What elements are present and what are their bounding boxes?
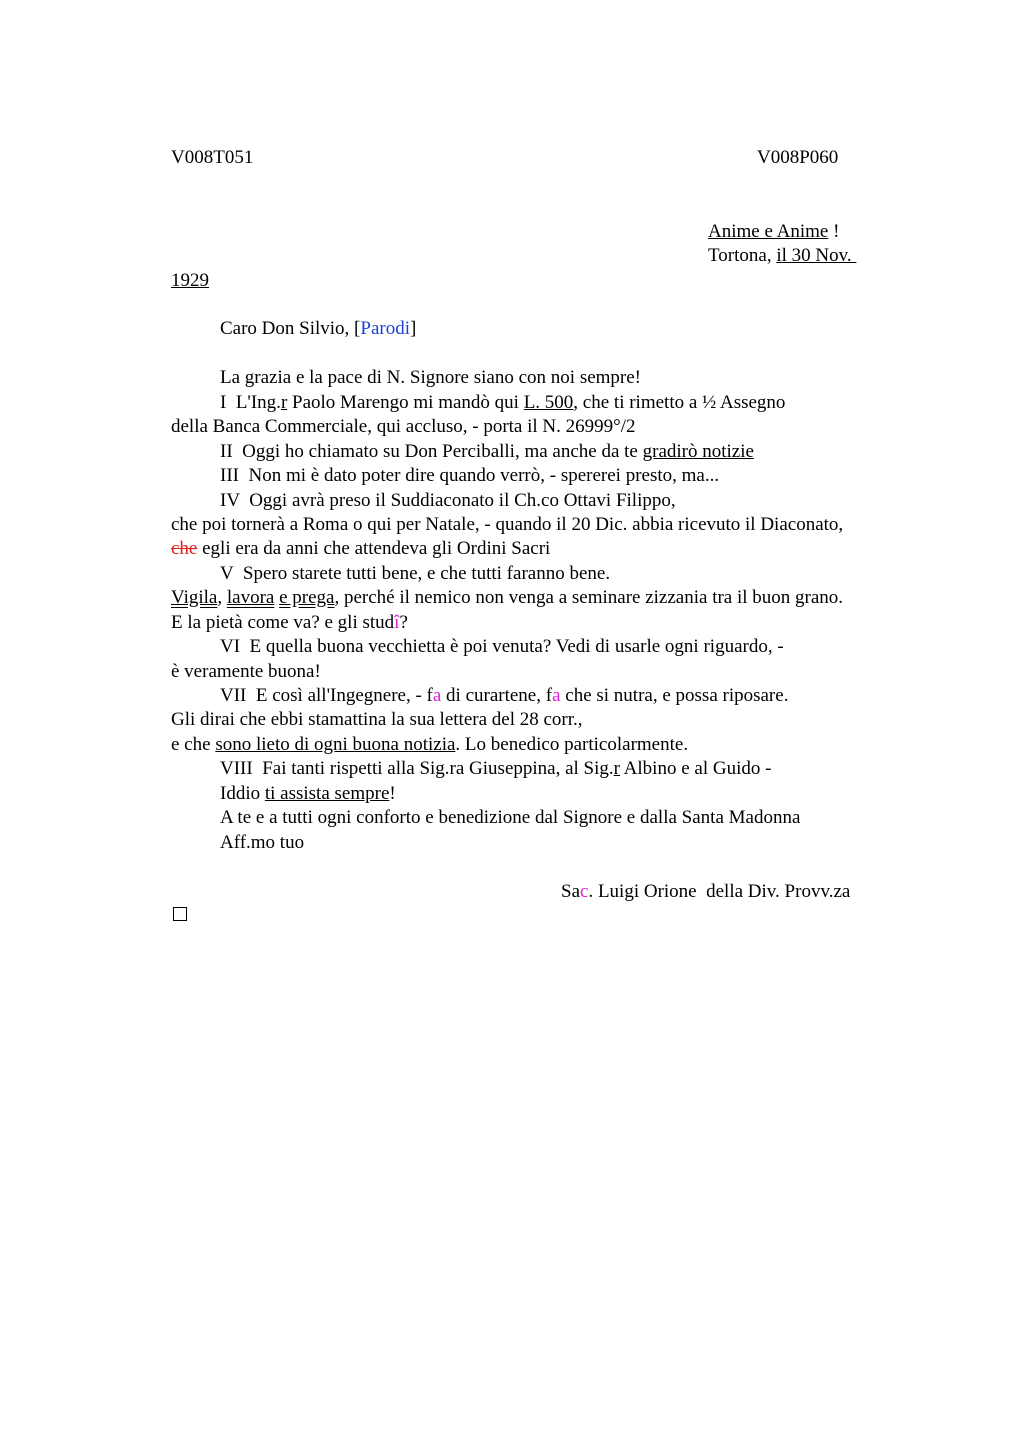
text: VII E così all'Ingegnere, - f [220, 685, 433, 706]
correction: c [580, 881, 589, 902]
motto-end: ! [828, 221, 840, 242]
place: Tortona, [708, 245, 777, 266]
text: Albino e al Guido - [619, 758, 772, 779]
body-line-2 [220, 391, 785, 415]
text: II Oggi ho chiamato su Don Perciballi, ma anche da te [220, 441, 643, 462]
emphasis: e prega [279, 587, 335, 608]
text: che si nutra, e possa riposare. [560, 685, 789, 706]
body-line-6: IV Oggi avrà preso il Suddiaconato il Ch.co Ottavi Filippo, [220, 490, 676, 511]
body-line-13: è veramente buona! [171, 661, 321, 682]
year: 1929 [171, 270, 209, 291]
body-line-14 [220, 684, 788, 708]
amount: L. 500 [523, 392, 574, 413]
body-line-10 [171, 586, 843, 610]
body-line-15: Gli dirai che ebbi stamattina la sua lettera del 28 corr., [171, 709, 583, 730]
text: , perché il nemico non venga a seminare zizzania tra il buon grano. [334, 587, 844, 608]
body-line-19: A te e a tutti ogni conforto e benedizione dal Signore e dalla Santa Madonna [220, 807, 801, 828]
end-marker-box [173, 907, 187, 921]
text: , [217, 587, 227, 608]
body-line-8 [171, 537, 550, 561]
text: Paolo Marengo mi mandò qui [287, 392, 524, 413]
text: r [280, 392, 288, 413]
text: E la pietà come va? e gli stud [171, 612, 395, 633]
archive-code-right: V008P060 [757, 147, 839, 168]
text: . Luigi Orione della Div. Provv.za [588, 881, 851, 902]
text: ! [389, 783, 396, 804]
correction: î [394, 612, 400, 633]
text: sono lieto di ogni buona notizia [215, 734, 456, 755]
body-line-18 [220, 782, 396, 806]
text: egli era da anni che attendeva gli Ordini Sacri [197, 538, 551, 559]
correction: a [432, 685, 442, 706]
correction: a [552, 685, 561, 706]
body-line-3: della Banca Commerciale, qui accluso, - porta il N. 26999°/2 [171, 416, 636, 437]
text: e che [171, 734, 216, 755]
salutation-close: ] [410, 318, 417, 339]
text: ? [399, 612, 408, 633]
place-date [708, 244, 856, 268]
body-line-7: che poi tornerà a Roma o qui per Natale, - quando il 20 Dic. abbia ricevuto il Diaconato, [171, 514, 844, 535]
body-line-4 [220, 440, 754, 464]
deleted-word: che [171, 538, 198, 559]
motto [708, 220, 839, 244]
text: , che ti rimetto a ½ Assegno [573, 392, 786, 413]
text: Iddio [220, 783, 265, 804]
text: di curartene, f [441, 685, 553, 706]
body-line-16 [171, 733, 688, 757]
text: gradirò notizie [642, 441, 754, 462]
closing: Aff.mo tuo [220, 832, 305, 853]
text: Sa [561, 881, 580, 902]
text: I L'Ing. [220, 392, 281, 413]
text: VIII Fai tanti rispetti alla Sig.ra Giuseppina, al Sig. [220, 758, 614, 779]
editorial-name: Parodi [360, 318, 410, 339]
body-line-17 [220, 757, 771, 781]
text: . Lo benedico particolarmente. [455, 734, 689, 755]
salutation [220, 317, 416, 341]
body-line-5: III Non mi è dato poter dire quando verrò, - spererei presto, ma... [220, 465, 720, 486]
body-line-12: VI E quella buona vecchietta è poi venuta? Vedi di usarle ogni riguardo, - [220, 636, 784, 657]
body-line-11 [171, 611, 408, 635]
motto-text: Anime e Anime [708, 221, 829, 242]
body-line-9: V Spero starete tutti bene, e che tutti faranno bene. [220, 563, 611, 584]
signature [561, 880, 850, 904]
emphasis: lavora [226, 587, 275, 608]
date: il 30 Nov. [776, 245, 857, 266]
body-line-1: La grazia e la pace di N. Signore siano con noi sempre! [220, 367, 642, 388]
text: r [613, 758, 620, 779]
archive-code-left: V008T051 [171, 147, 254, 168]
emphasis: Vigila [171, 587, 218, 608]
text: ti assista sempre [264, 783, 390, 804]
salutation-text: Caro Don Silvio, [ [220, 318, 361, 339]
